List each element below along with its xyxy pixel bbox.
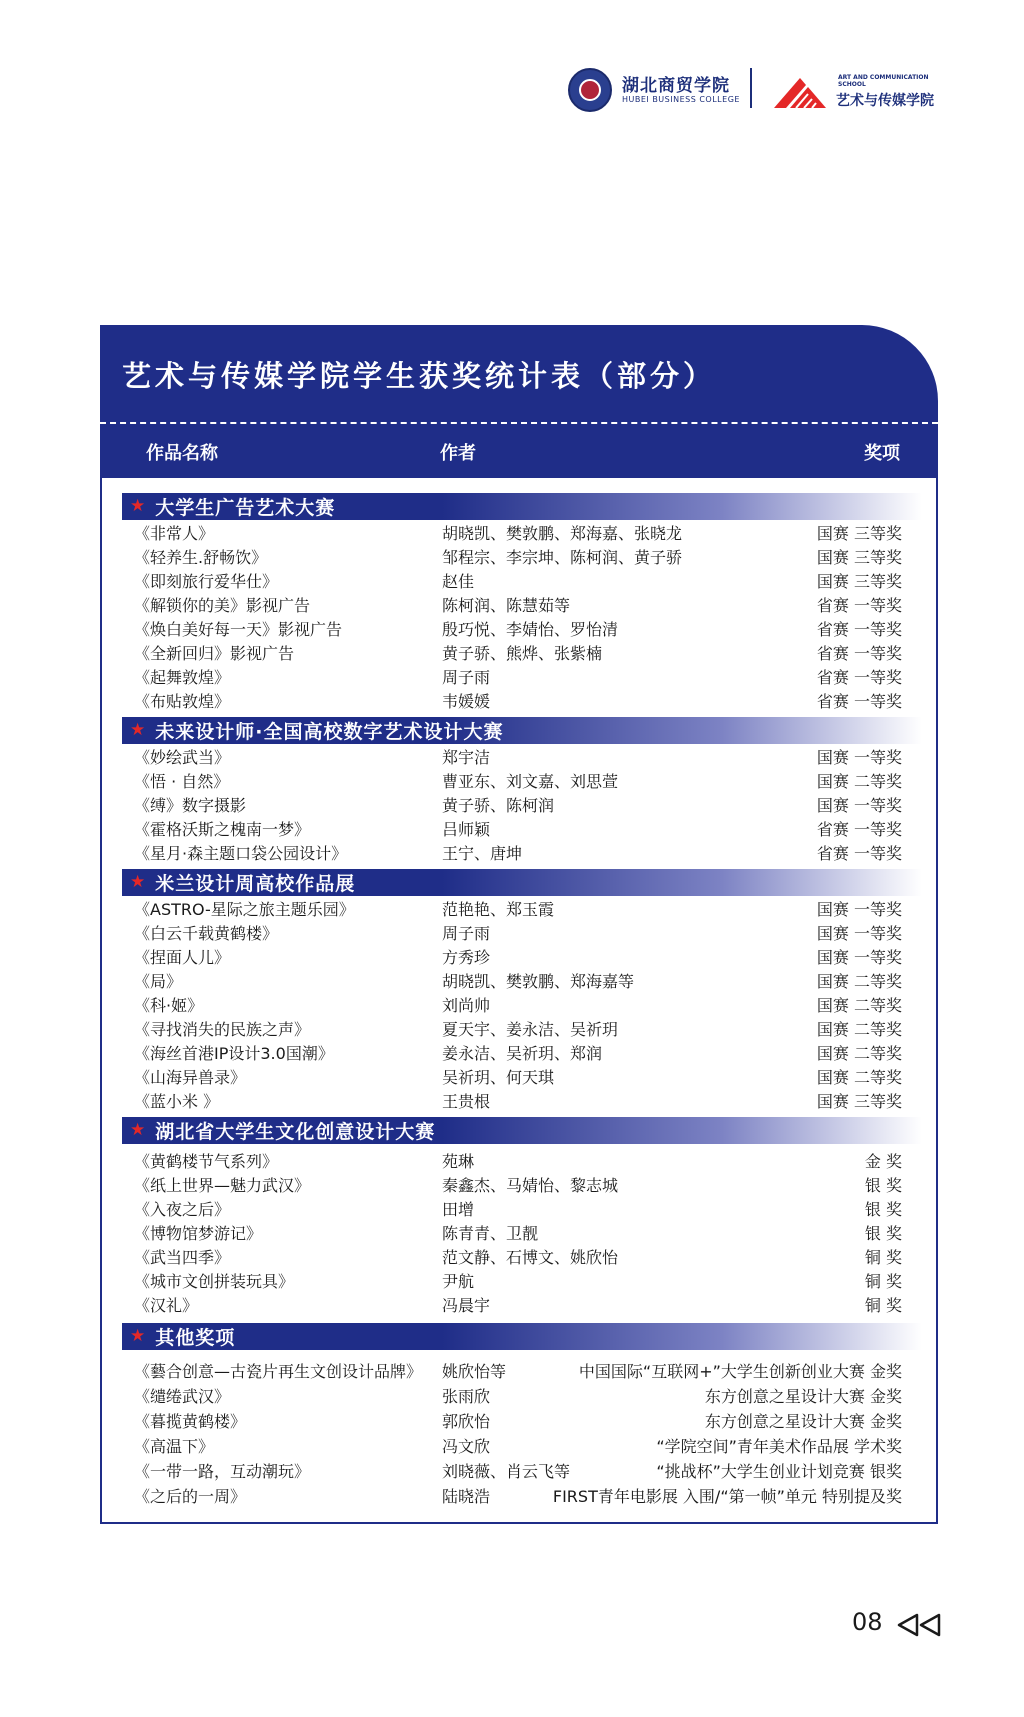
- award-level: “学院空间”青年美术作品展 学术奖: [656, 1437, 902, 1456]
- table-row: [102, 1385, 940, 1409]
- table-row: [102, 842, 940, 866]
- column-header-work: 作品名称: [146, 443, 218, 464]
- table-row: [102, 1360, 940, 1384]
- work-title: 《ASTRO-星际之旅主题乐园》: [134, 900, 355, 919]
- table-row: [102, 1270, 940, 1294]
- author-names: 邹程宗、李宗坤、陈柯润、黄子骄: [442, 548, 683, 567]
- author-names: 赵佳: [442, 572, 475, 591]
- section-title: 湖北省大学生文化创意设计大赛: [155, 1121, 436, 1143]
- author-names: 殷巧悦、李婧怡、罗怡清: [442, 620, 619, 639]
- award-level: 铜 奖: [864, 1272, 902, 1291]
- award-level: 国赛 三等奖: [816, 1092, 902, 1111]
- work-title: 《捏面人儿》: [134, 948, 231, 967]
- section-header: [122, 1117, 922, 1144]
- work-title: 《科·姬》: [134, 996, 204, 1015]
- work-title: 《汉礼》: [134, 1296, 199, 1315]
- table-row: [102, 746, 940, 770]
- work-title: 《之后的一周》: [134, 1487, 247, 1506]
- work-title: 《海丝首港IP设计3.0国潮》: [134, 1044, 334, 1063]
- award-level: 省赛 一等奖: [816, 596, 902, 615]
- school-name-cn: 湖北商贸学院: [622, 76, 730, 96]
- author-names: 冯晨宇: [442, 1296, 491, 1315]
- award-level: 国赛 二等奖: [816, 1044, 902, 1063]
- dashed-divider: [100, 422, 938, 424]
- award-level: 国赛 二等奖: [816, 772, 902, 791]
- table-row: [102, 1485, 940, 1509]
- author-names: 吕师颖: [442, 820, 491, 839]
- table-row: [102, 570, 940, 594]
- award-level: 银 奖: [864, 1176, 902, 1195]
- awards-panel: [100, 325, 938, 1524]
- author-names: 冯文欣: [442, 1437, 491, 1456]
- section-header: [122, 717, 922, 744]
- awards-table-body: [100, 478, 938, 1524]
- college-name-en: ART AND COMMUNICATION SCHOOL: [838, 74, 929, 88]
- table-row: [102, 1066, 940, 1090]
- work-title: 《局》: [134, 972, 183, 991]
- work-title: 《解锁你的美》影视广告: [134, 596, 311, 615]
- star-icon: ★: [130, 1120, 146, 1140]
- award-level: 东方创意之星设计大赛 金奖: [704, 1412, 902, 1431]
- work-title: 《博物馆梦游记》: [134, 1224, 263, 1243]
- award-level: 国赛 三等奖: [816, 548, 902, 567]
- author-names: 刘晓薇、肖云飞等: [442, 1462, 571, 1481]
- table-row: [102, 1460, 940, 1484]
- table-row: [102, 1150, 940, 1174]
- author-names: 姜永洁、吴祈玥、郑润: [442, 1044, 603, 1063]
- author-names: 黄子骄、熊烨、张紫楠: [442, 644, 603, 663]
- award-level: 国赛 二等奖: [816, 996, 902, 1015]
- award-level: 国赛 一等奖: [816, 924, 902, 943]
- author-names: 夏天宇、姜永洁、吴祈玥: [442, 1020, 619, 1039]
- table-row: [102, 994, 940, 1018]
- school-name-en: HUBEI BUSINESS COLLEGE: [622, 95, 740, 104]
- star-icon: ★: [130, 872, 146, 892]
- award-level: 省赛 一等奖: [816, 844, 902, 863]
- work-title: 《缱绻武汉》: [134, 1387, 231, 1406]
- work-title: 《悟 · 自然》: [134, 772, 230, 791]
- award-level: 国赛 二等奖: [816, 1020, 902, 1039]
- table-row: [102, 618, 940, 642]
- author-names: 王贵根: [442, 1092, 491, 1111]
- award-level: 省赛 一等奖: [816, 644, 902, 663]
- work-title: 《星月·森主题口袋公园设计》: [134, 844, 348, 863]
- table-row: [102, 522, 940, 546]
- author-names: 吴祈玥、何天琪: [442, 1068, 555, 1087]
- table-row: [102, 642, 940, 666]
- award-level: 国赛 一等奖: [816, 796, 902, 815]
- table-row: [102, 1174, 940, 1198]
- section-title: 未来设计师·全国高校数字艺术设计大赛: [155, 721, 504, 743]
- work-title: 《暮揽黄鹤楼》: [134, 1412, 247, 1431]
- table-row: [102, 1042, 940, 1066]
- award-level: 国赛 三等奖: [816, 572, 902, 591]
- award-level: 省赛 一等奖: [816, 668, 902, 687]
- author-names: 黄子骄、陈柯润: [442, 796, 555, 815]
- column-header-author: 作者: [440, 443, 476, 464]
- page-title: 艺术与传媒学院学生获奖统计表（部分）: [122, 359, 717, 393]
- work-title: 《山海异兽录》: [134, 1068, 247, 1087]
- author-names: 尹航: [442, 1272, 475, 1291]
- college-name-cn: 艺术与传媒学院: [836, 93, 934, 109]
- section-header: [122, 1323, 922, 1350]
- star-icon: ★: [130, 1326, 146, 1346]
- table-row: [102, 1410, 940, 1434]
- table-row: [102, 1090, 940, 1114]
- award-level: 国赛 一等奖: [816, 948, 902, 967]
- author-names: 范艳艳、郑玉霞: [442, 900, 555, 919]
- work-title: 《高温下》: [134, 1437, 215, 1456]
- star-icon: ★: [130, 496, 146, 516]
- author-names: 秦鑫杰、马婧怡、黎志城: [442, 1176, 619, 1195]
- award-level: 国赛 一等奖: [816, 900, 902, 919]
- work-title: 《即刻旅行爱华仕》: [134, 572, 279, 591]
- table-row: [102, 818, 940, 842]
- author-names: 田增: [442, 1200, 475, 1219]
- logo-divider: [750, 68, 752, 108]
- table-row: [102, 1198, 940, 1222]
- award-level: 国赛 二等奖: [816, 972, 902, 991]
- college-seal-icon: [568, 68, 612, 112]
- author-names: 陆晓浩: [442, 1487, 491, 1506]
- table-row: [102, 898, 940, 922]
- section-header: [122, 869, 922, 896]
- author-names: 方秀珍: [442, 948, 491, 967]
- logo-bar: [568, 64, 948, 114]
- author-names: 陈青青、卫靓: [442, 1224, 539, 1243]
- table-row: [102, 770, 940, 794]
- table-row: [102, 946, 940, 970]
- table-row: [102, 1018, 940, 1042]
- work-title: 《城市文创拼装玩具》: [134, 1272, 295, 1291]
- panel-header: [100, 325, 938, 478]
- author-names: 王宁、唐坤: [442, 844, 523, 863]
- table-row: [102, 546, 940, 570]
- work-title: 《白云千载黄鹤楼》: [134, 924, 279, 943]
- author-names: 陈柯润、陈慧茹等: [442, 596, 571, 615]
- work-title: 《蓝小米 》: [134, 1092, 220, 1111]
- table-row: [102, 1294, 940, 1318]
- author-names: 胡晓凯、樊敦鹏、郑海嘉、张晓龙: [442, 524, 683, 543]
- award-level: FIRST青年电影展 入围/“第一帧”单元 特别提及奖: [552, 1487, 902, 1506]
- author-names: 曹亚东、刘文嘉、刘思萱: [442, 772, 619, 791]
- work-title: 《全新回归》影视广告: [134, 644, 295, 663]
- art-school-logo-icon: [774, 74, 826, 108]
- table-row: [102, 690, 940, 714]
- author-names: 苑琳: [442, 1152, 475, 1171]
- table-row: [102, 1222, 940, 1246]
- page-number: 08: [852, 1608, 883, 1636]
- award-level: 金 奖: [864, 1152, 902, 1171]
- award-level: 中国国际“互联网+”大学生创新创业大赛 金奖: [578, 1362, 902, 1381]
- section-title: 其他奖项: [155, 1327, 236, 1349]
- work-title: 《寻找消失的民族之声》: [134, 1020, 311, 1039]
- work-title: 《焕白美好每一天》影视广告: [134, 620, 343, 639]
- award-level: 省赛 一等奖: [816, 620, 902, 639]
- work-title: 《霍格沃斯之槐南一梦》: [134, 820, 311, 839]
- work-title: 《轻养生.舒畅饮》: [134, 548, 268, 567]
- work-title: 《黄鹤楼节气系列》: [134, 1152, 279, 1171]
- award-level: 东方创意之星设计大赛 金奖: [704, 1387, 902, 1406]
- author-names: 胡晓凯、樊敦鹏、郑海嘉等: [442, 972, 635, 991]
- table-row: [102, 666, 940, 690]
- work-title: 《武当四季》: [134, 1248, 231, 1267]
- work-title: 《入夜之后》: [134, 1200, 231, 1219]
- table-row: [102, 794, 940, 818]
- award-level: 银 奖: [864, 1200, 902, 1219]
- award-level: “挑战杯”大学生创业计划竞赛 银奖: [656, 1462, 902, 1481]
- award-level: 铜 奖: [864, 1296, 902, 1315]
- table-row: [102, 970, 940, 994]
- author-names: 姚欣怡等: [442, 1362, 507, 1381]
- author-names: 韦媛媛: [442, 692, 491, 711]
- table-row: [102, 922, 940, 946]
- table-row: [102, 1435, 940, 1459]
- author-names: 周子雨: [442, 668, 491, 687]
- work-title: 《非常人》: [134, 524, 215, 543]
- award-level: 铜 奖: [864, 1248, 902, 1267]
- column-header-award: 奖项: [864, 443, 900, 464]
- table-row: [102, 1246, 940, 1270]
- work-title: 《纸上世界—魅力武汉》: [134, 1176, 311, 1195]
- work-title: 《起舞敦煌》: [134, 668, 231, 687]
- author-names: 郑宇洁: [442, 748, 491, 767]
- section-header: [122, 493, 922, 520]
- work-title: 《藝合创意—古瓷片再生文创设计品牌》: [134, 1362, 423, 1381]
- award-level: 国赛 三等奖: [816, 524, 902, 543]
- work-title: 《缚》数字摄影: [134, 796, 247, 815]
- award-level: 省赛 一等奖: [816, 692, 902, 711]
- author-names: 范文静、石博文、姚欣怡: [442, 1248, 619, 1267]
- award-level: 省赛 一等奖: [816, 820, 902, 839]
- author-names: 郭欣怡: [442, 1412, 491, 1431]
- work-title: 《妙绘武当》: [134, 748, 231, 767]
- author-names: 周子雨: [442, 924, 491, 943]
- award-level: 银 奖: [864, 1224, 902, 1243]
- table-row: [102, 594, 940, 618]
- work-title: 《一带一路，互动潮玩》: [134, 1462, 311, 1481]
- author-names: 刘尚帅: [442, 996, 491, 1015]
- section-title: 米兰设计周高校作品展: [155, 873, 356, 895]
- award-level: 国赛 二等奖: [816, 1068, 902, 1087]
- double-left-triangle-icon[interactable]: [897, 1612, 945, 1638]
- work-title: 《布贴敦煌》: [134, 692, 231, 711]
- star-icon: ★: [130, 720, 146, 740]
- award-level: 国赛 一等奖: [816, 748, 902, 767]
- section-title: 大学生广告艺术大赛: [155, 497, 336, 519]
- author-names: 张雨欣: [442, 1387, 491, 1406]
